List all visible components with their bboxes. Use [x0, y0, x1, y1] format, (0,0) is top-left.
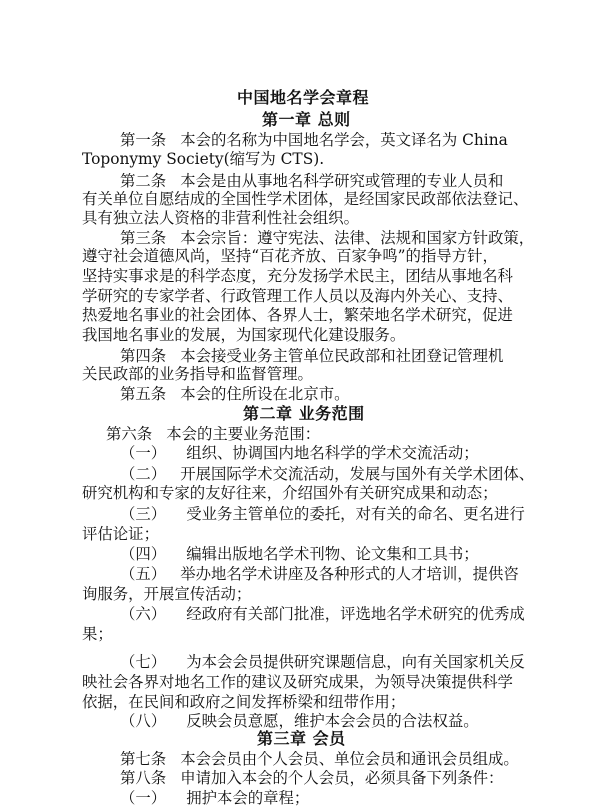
article-text: 本会是由从事地名科学研究或管理的专业人员和 — [180, 171, 504, 190]
paragraph-line: 热爱地名事业的社会团体、各界人士，繁荣地名学术研究，促进 — [82, 306, 513, 325]
article-number: 第五条 — [120, 385, 167, 404]
paragraph-line: 映社会各界对地名工作的建议及研究成果，为领导决策提供科学 — [82, 672, 513, 691]
article-text: 本会接受业务主管单位民政部和社团登记管理机 — [180, 346, 504, 365]
article-text: 本会的主要业务范围： — [166, 424, 321, 443]
list-marker: （四） — [120, 545, 167, 564]
article-line — [106, 424, 320, 444]
list-text: 为本会会员提供研究课题信息，向有关国家机关反 — [186, 653, 525, 672]
list-marker: （一） — [120, 789, 167, 807]
list-item-line — [120, 464, 534, 484]
chapter-1-heading: 第一章 总则 — [262, 109, 351, 129]
chapter-2-heading: 第二章 业务范围 — [243, 403, 365, 423]
paragraph-line: 我国地名事业的发展，为国家现代化建设服务。 — [82, 326, 406, 345]
list-text: 反映会员意愿，维护本会会员的合法权益。 — [186, 712, 479, 731]
article-line — [120, 749, 519, 769]
article-line — [120, 130, 508, 150]
article-line — [120, 346, 503, 366]
paragraph-line: 评估论证； — [82, 524, 159, 543]
list-marker: （五） — [120, 565, 167, 583]
list-marker: （六） — [120, 605, 167, 624]
list-text: 拥护本会的章程； — [186, 789, 310, 807]
list-marker: （三） — [120, 505, 167, 524]
paragraph-line: 有关单位自愿结成的全国性学术团体，是经国家民政部依法登记、 — [82, 190, 529, 209]
article-number: 第一条 — [120, 131, 167, 150]
paragraph-line: 依据，在民间和政府之间发挥桥梁和纽带作用； — [82, 692, 406, 711]
paragraph-line: Toponymy Society(缩写为 CTS). — [82, 149, 325, 168]
article-number: 第七条 — [120, 749, 167, 768]
list-item-line — [120, 652, 525, 672]
article-line — [120, 384, 350, 404]
paragraph-line: 遵守社会道德风尚，坚持“百花齐放、百家争鸣”的指导方针， — [82, 247, 498, 266]
list-item-line — [120, 604, 525, 624]
paragraph-line: 关民政部的业务指导和监督管理。 — [82, 365, 313, 384]
list-item-line — [120, 544, 479, 564]
paragraph-line: 学研究的专家学者、行政管理工作人员以及海内外关心、支持、 — [82, 286, 513, 305]
paragraph-line: 坚持实事求是的科学态度，充分发扬学术民主，团结从事地名科 — [82, 267, 513, 285]
document-title: 中国地名学会章程 — [237, 88, 370, 107]
list-text: 编辑出版地名学术刊物、论文集和工具书； — [186, 545, 479, 564]
list-item-line — [120, 788, 309, 808]
article-text: 本会的名称为中国地名学会，英文译名为 China — [180, 131, 508, 150]
list-text: 举办地名学术讲座及各种形式的人才培训，提供咨 — [180, 565, 519, 583]
list-marker: （二） — [120, 464, 167, 483]
list-item-line — [120, 504, 525, 524]
article-text: 本会宗旨：遵守宪法、法律、法规和国家方针政策， — [180, 228, 535, 247]
article-line — [120, 768, 503, 788]
article-text: 本会的住所设在北京市。 — [180, 385, 350, 404]
list-item-line — [120, 564, 519, 584]
list-text: 受业务主管单位的委托，对有关的命名、更名进行 — [186, 505, 525, 524]
list-marker: （七） — [120, 653, 167, 672]
list-item-line — [120, 443, 479, 463]
paragraph-line: 研究机构和专家的友好往来，介绍国外有关研究成果和动态； — [82, 484, 498, 503]
list-text: 经政府有关部门批准，评选地名学术研究的优秀成 — [186, 605, 525, 624]
paragraph-line: 果； — [82, 625, 113, 643]
article-number: 第二条 — [120, 171, 167, 190]
article-text: 申请加入本会的个人会员，必须具备下列条件： — [180, 769, 504, 788]
list-text: 组织、协调国内地名科学的学术交流活动； — [186, 444, 479, 463]
list-marker: （八） — [120, 712, 167, 731]
paragraph-line: 具有独立法人资格的非营利性社会组织。 — [82, 208, 360, 227]
article-number: 第八条 — [120, 769, 167, 788]
article-line — [120, 228, 534, 248]
article-number: 第三条 — [120, 228, 167, 247]
list-text: 开展国际学术交流活动，发展与国外有关学术团体、 — [180, 464, 535, 483]
paragraph-line: 询服务，开展宣传活动； — [82, 584, 252, 603]
article-text: 本会会员由个人会员、单位会员和通讯会员组成。 — [180, 749, 519, 768]
article-number: 第六条 — [106, 424, 153, 443]
chapter-3-heading: 第三章 会员 — [257, 729, 346, 748]
article-line — [120, 171, 503, 191]
article-number: 第四条 — [120, 346, 167, 365]
list-marker: （一） — [120, 444, 167, 463]
